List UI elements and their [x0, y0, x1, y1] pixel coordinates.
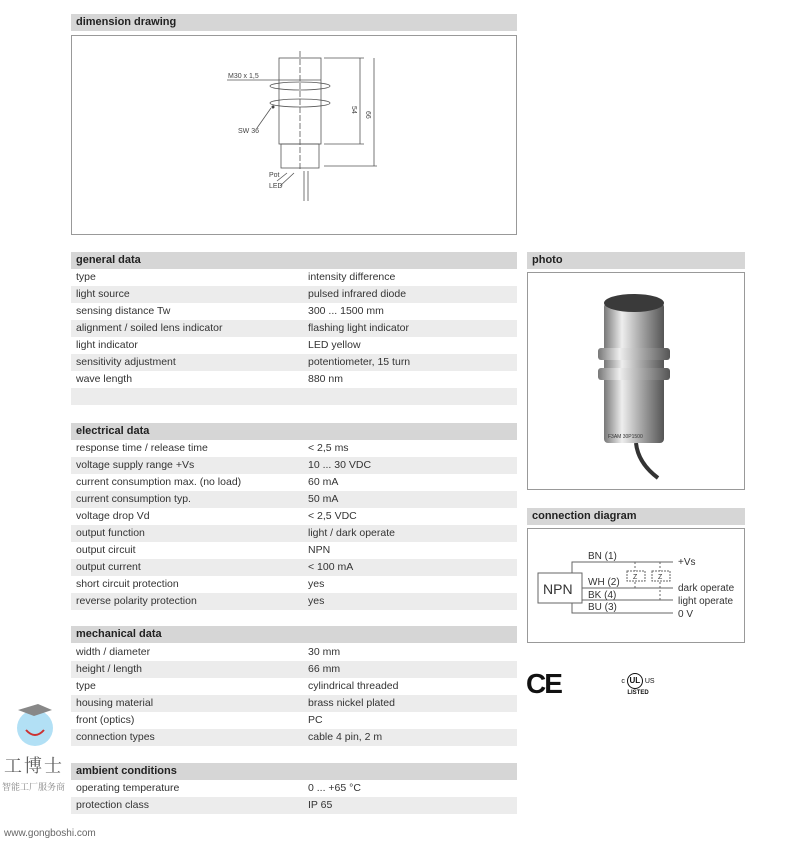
row-key: output circuit	[76, 544, 136, 556]
dimension-drawing-header: dimension drawing	[71, 14, 517, 31]
row-key: sensing distance Tw	[76, 305, 171, 317]
row-value: cylindrical threaded	[308, 680, 399, 692]
table-row	[71, 337, 517, 354]
row-value: IP 65	[308, 799, 333, 811]
row-value: PC	[308, 714, 323, 726]
table-row	[71, 491, 517, 508]
row-value: 60 mA	[308, 476, 339, 488]
watermark-brand: 工博士	[4, 756, 64, 776]
row-key: output function	[76, 527, 145, 539]
row-value: cable 4 pin, 2 m	[308, 731, 383, 743]
row-key: front (optics)	[76, 714, 135, 726]
row-value: 10 ... 30 VDC	[308, 459, 372, 471]
row-key: alignment / soiled lens indicator	[76, 322, 223, 334]
row-key: voltage supply range +Vs	[76, 459, 195, 471]
general-data-table	[71, 269, 517, 405]
ul-logo: UL	[627, 673, 643, 689]
table-row	[71, 593, 517, 610]
row-value: 66 mm	[308, 663, 341, 675]
mechanical-data-table	[71, 644, 517, 746]
electrical-data-header: electrical data	[71, 423, 517, 440]
ce-mark: CE	[526, 668, 561, 699]
row-key	[71, 388, 308, 405]
row-key: operating temperature	[76, 782, 180, 794]
light-operate-label: light operate	[678, 596, 734, 607]
vs-label: +Vs	[678, 557, 696, 568]
dark-operate-label: dark operate	[678, 583, 735, 594]
bn-label: BN (1)	[588, 551, 617, 562]
photo-header: photo	[527, 252, 745, 269]
watermark-logo	[0, 700, 96, 850]
row-value: yes	[308, 578, 325, 590]
connection-diagram	[527, 528, 745, 643]
row-value: 30 mm	[308, 646, 341, 658]
pot-label: Pot	[269, 172, 280, 179]
bk-label: BK (4)	[588, 590, 617, 601]
row-key: type	[76, 680, 96, 692]
table-row	[71, 678, 517, 695]
row-value: yes	[308, 595, 325, 607]
zero-volt-label: 0 V	[678, 609, 694, 620]
table-row	[71, 303, 517, 320]
table-row	[71, 525, 517, 542]
watermark-slogan: 智能工厂服务商	[2, 782, 66, 792]
row-key: sensitivity adjustment	[76, 356, 176, 368]
row-value: 0 ... +65 °C	[308, 782, 361, 794]
table-row	[71, 286, 517, 303]
table-row	[71, 440, 517, 457]
table-row	[71, 269, 517, 286]
row-key: voltage drop Vd	[76, 510, 150, 522]
table-row	[71, 695, 517, 712]
ul-c: c	[621, 678, 625, 685]
ul-us: US	[644, 678, 655, 685]
ul-listed-mark	[618, 673, 658, 696]
table-row	[71, 371, 517, 388]
row-value: < 2,5 ms	[308, 442, 349, 454]
led-label: LED	[269, 183, 283, 190]
table-row	[71, 661, 517, 678]
product-photo	[527, 272, 745, 490]
row-value: 880 nm	[308, 373, 344, 385]
table-row	[71, 320, 517, 337]
row-key: wave length	[76, 373, 133, 385]
ambient-conditions-header: ambient conditions	[71, 763, 517, 780]
table-row	[71, 729, 517, 746]
watermark-url: www.gongboshi.com	[4, 828, 96, 839]
thread-label: M30 x 1,5	[228, 73, 259, 80]
row-key: protection class	[76, 799, 149, 811]
mechanical-data-header: mechanical data	[71, 626, 517, 643]
photo-label: F3AM 30P1500	[608, 434, 643, 440]
row-value: 50 mA	[308, 493, 339, 505]
wh-label: WH (2)	[588, 577, 620, 588]
row-value: LED yellow	[308, 339, 361, 351]
row-value: < 100 mA	[308, 561, 354, 573]
row-key: width / diameter	[76, 646, 151, 658]
row-key: height / length	[76, 663, 142, 675]
length-66: 66	[364, 111, 371, 119]
table-row	[71, 780, 517, 797]
row-key: current consumption max. (no load)	[76, 476, 242, 488]
length-54: 54	[350, 106, 357, 114]
row-key: output current	[76, 561, 141, 573]
table-row	[71, 797, 517, 814]
row-key: reverse polarity protection	[76, 595, 197, 607]
table-row	[71, 457, 517, 474]
row-value: flashing light indicator	[308, 322, 409, 334]
connection-diagram-header: connection diagram	[527, 508, 745, 525]
row-key: short circuit protection	[76, 578, 179, 590]
row-key: current consumption typ.	[76, 493, 191, 505]
row-value	[308, 388, 517, 405]
general-data-header: general data	[71, 252, 517, 269]
row-key: connection types	[76, 731, 155, 743]
table-row	[71, 644, 517, 661]
row-key: light indicator	[76, 339, 138, 351]
row-value: intensity difference	[308, 271, 396, 283]
table-row	[71, 354, 517, 371]
row-key: type	[76, 271, 96, 283]
dimension-drawing	[71, 35, 517, 235]
wrench-label: SW 36	[238, 128, 260, 135]
bu-label: BU (3)	[588, 602, 617, 613]
table-row	[71, 712, 517, 729]
ambient-conditions-table	[71, 780, 517, 814]
z2: Z	[658, 574, 663, 581]
table-row	[71, 542, 517, 559]
table-row	[71, 559, 517, 576]
row-key: response time / release time	[76, 442, 208, 454]
table-row	[71, 388, 517, 405]
row-value: pulsed infrared diode	[308, 288, 407, 300]
electrical-data-table	[71, 440, 517, 610]
table-row	[71, 576, 517, 593]
row-value: brass nickel plated	[308, 697, 395, 709]
row-value: potentiometer, 15 turn	[308, 356, 411, 368]
npn-block: NPN	[543, 581, 573, 597]
row-value: 300 ... 1500 mm	[308, 305, 384, 317]
row-value: NPN	[308, 544, 331, 556]
row-key: housing material	[76, 697, 154, 709]
row-value: < 2,5 VDC	[308, 510, 357, 522]
table-row	[71, 474, 517, 491]
table-row	[71, 508, 517, 525]
z1: Z	[633, 574, 638, 581]
ul-listed: LISTED	[627, 690, 649, 696]
row-key: light source	[76, 288, 130, 300]
row-value: light / dark operate	[308, 527, 395, 539]
